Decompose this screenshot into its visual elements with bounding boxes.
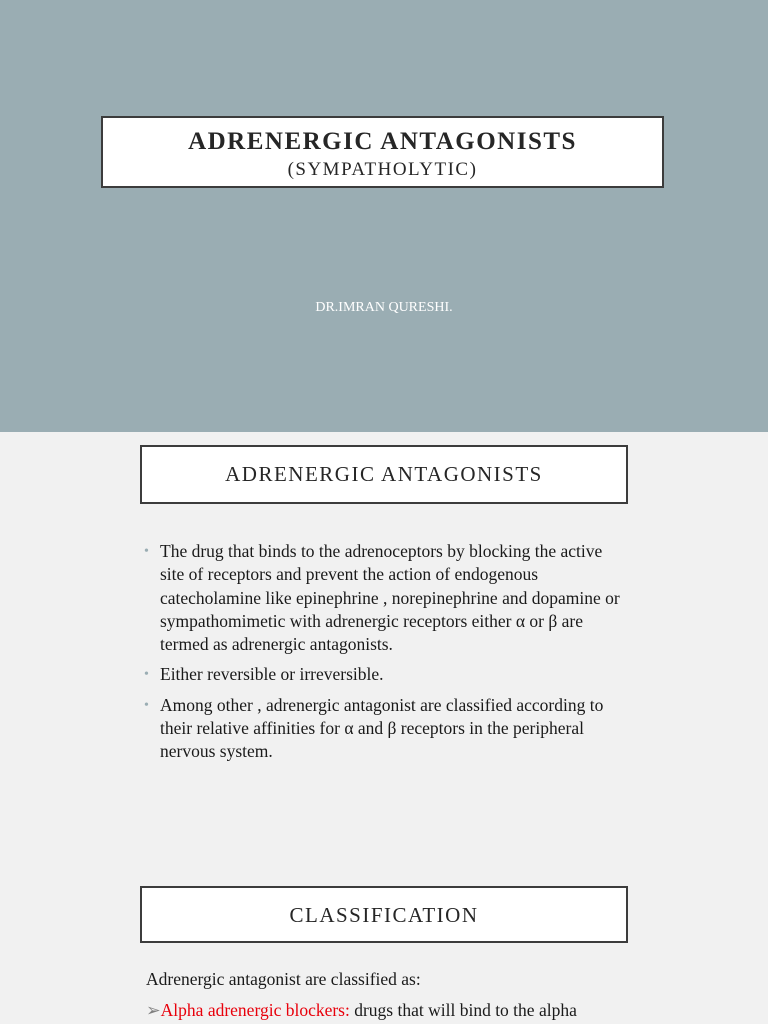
- arrow-bullet-icon: ➢: [146, 1000, 161, 1020]
- slide-title: ADRENERGIC ANTAGONISTS: [188, 128, 577, 155]
- bullet-list: [144, 540, 624, 771]
- classification-item-text: drugs that will bind to the alpha: [349, 1000, 577, 1020]
- section-heading-box: [140, 445, 628, 504]
- bullet-text: The drug that binds to the adrenoceptors by blocking the active site of receptors and prevent the action of endogenous catecholamine like epinephrine , norepinephrine and dopamine or sympathomimetic with adrenergic receptors either α or β are termed as adrenergic antagonists.: [160, 541, 620, 655]
- content-slide: [0, 432, 768, 1024]
- slide-subtitle: (SYMPATHOLYTIC): [287, 159, 478, 180]
- classification-item-label: Alpha adrenergic blockers:: [160, 1000, 350, 1020]
- list-item: [144, 540, 624, 656]
- classification-heading: CLASSIFICATION: [289, 903, 479, 927]
- author-name: DR.IMRAN QURESHI.: [315, 300, 453, 315]
- section-heading: ADRENERGIC ANTAGONISTS: [225, 462, 543, 486]
- list-item: [144, 663, 624, 686]
- list-item: [144, 694, 624, 764]
- bullet-text: Either reversible or irreversible.: [160, 664, 384, 685]
- classification-item: [146, 1000, 577, 1021]
- bullet-icon: •: [144, 544, 149, 559]
- bullet-text: Among other , adrenergic antagonist are classified according to their relative affinities for α and β receptors in the peripheral nervous system.: [160, 694, 604, 762]
- bullet-icon: •: [144, 667, 149, 683]
- classification-intro: Adrenergic antagonist are classified as:: [146, 969, 421, 989]
- title-box: [101, 116, 664, 188]
- title-slide: [0, 0, 768, 432]
- bullet-icon: •: [144, 697, 149, 713]
- classification-heading-box: [140, 886, 628, 943]
